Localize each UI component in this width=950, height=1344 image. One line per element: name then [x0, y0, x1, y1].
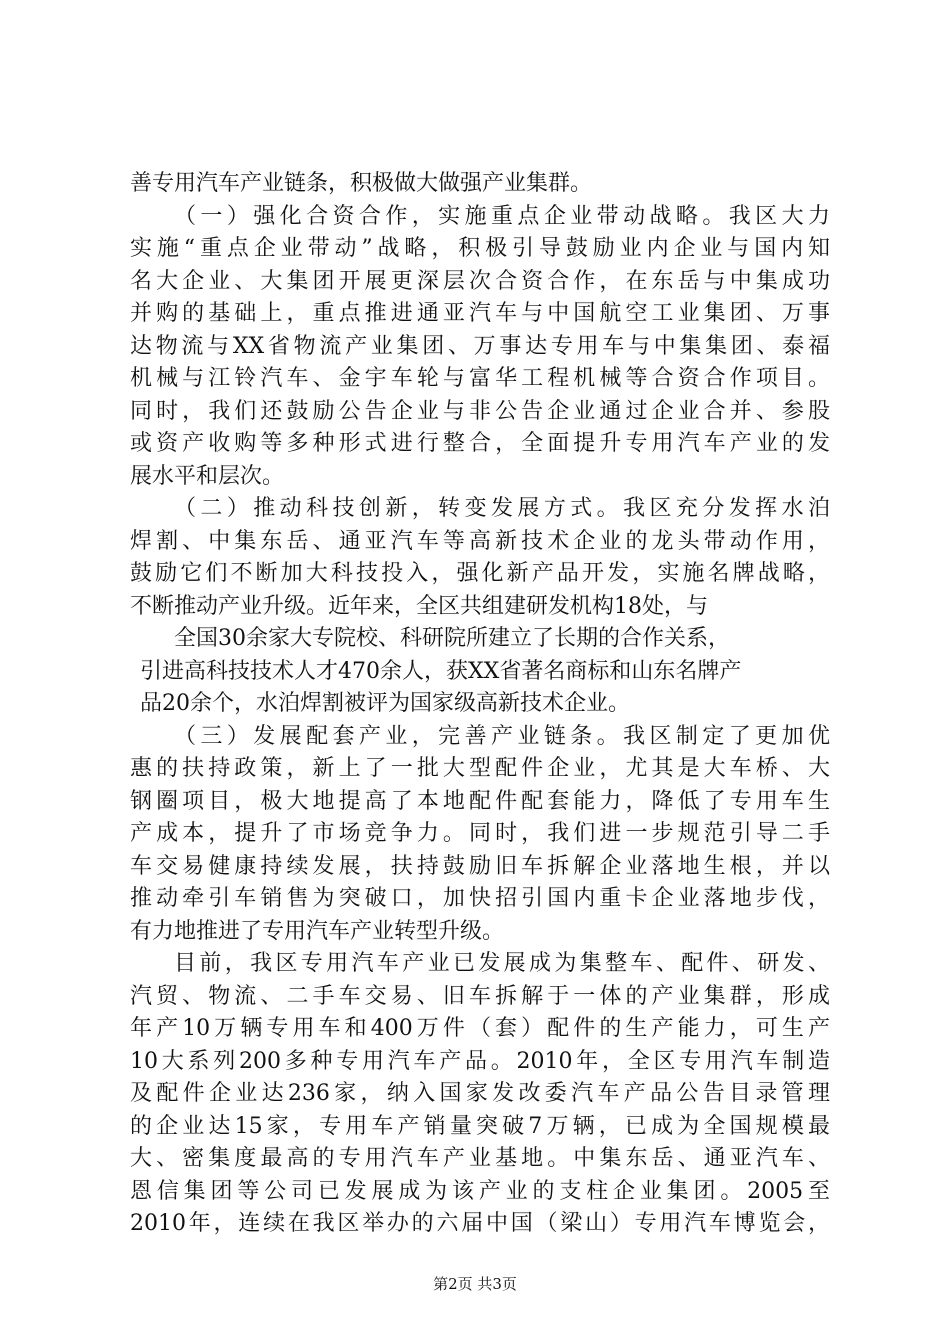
text-line: 焊割、中集东岳、通亚汽车等高新技术企业的龙头带动作用， [130, 528, 830, 554]
text-line: 品20余个，水泊焊割被评为国家级高新技术企业。 [140, 691, 630, 716]
text-line: 恩信集团等公司已发展成为该产业的支柱企业集团。2005至 [130, 1178, 830, 1204]
text-line: 展水平和层次。 [130, 463, 285, 489]
text-line: 年产10万辆专用车和400万件（套）配件的生产能力，可生产 [130, 1016, 830, 1041]
text-line: 全国30余家大专院校、科研院所建立了长期的合作关系， [174, 626, 730, 651]
text-line: （二）推动科技创新，转变发展方式。我区充分发挥水泊 [174, 496, 830, 521]
text-line: 2010年，连续在我区举办的六届中国（梁山）专用汽车博览会， [130, 1211, 830, 1236]
text-line: 钢圈项目，极大地提高了本地配件配套能力，降低了专用车生 [130, 788, 830, 814]
text-line: 并购的基础上，重点推进通亚汽车与中国航空工业集团、万事 [130, 301, 830, 326]
text-line: 或资产收购等多种形式进行整合，全面提升专用汽车产业的发 [130, 431, 830, 456]
text-line: 名大企业、大集团开展更深层次合资合作，在东岳与中集成功 [130, 268, 830, 294]
text-line: 产成本，提升了市场竞争力。同时，我们进一步规范引导二手 [130, 821, 830, 846]
text-line: 的企业达15家，专用车产销量突破7万辆，已成为全国规模最 [130, 1113, 830, 1139]
text-line: 善专用汽车产业链条，积极做大做强产业集群。 [130, 171, 593, 196]
text-line: 大、密集度最高的专用汽车产业基地。中集东岳、通亚汽车、 [130, 1146, 830, 1171]
text-line: 10大系列200多种专用汽车产品。2010年，全区专用汽车制造 [130, 1048, 830, 1074]
text-line: 引进高科技技术人才470余人，获XX省著名商标和山东名牌产 [140, 658, 742, 684]
text-line: 推动牵引车销售为突破口，加快招引国内重卡企业落地步伐， [130, 886, 830, 911]
text-line: 目前，我区专用汽车产业已发展成为集整车、配件、研发、 [174, 951, 830, 976]
text-line: 汽贸、物流、二手车交易、旧车拆解于一体的产业集群，形成 [130, 983, 830, 1009]
body-text [130, 168, 830, 1241]
text-line: 及配件企业达236家，纳入国家发改委汽车产品公告目录管理 [130, 1081, 830, 1106]
text-line: 不断推动产业升级。近年来，全区共组建研发机构18处，与 [130, 593, 708, 619]
text-line: 同时，我们还鼓励公告企业与非公告企业通过企业合并、参股 [130, 398, 830, 424]
page-footer: 第2页 共3页 [433, 1275, 517, 1293]
text-line: 惠的扶持政策，新上了一批大型配件企业，尤其是大车桥、大 [130, 756, 830, 781]
text-line: 鼓励它们不断加大科技投入，强化新产品开发，实施名牌战略， [130, 561, 830, 586]
text-line: 车交易健康持续发展，扶持鼓励旧车拆解企业落地生根，并以 [130, 853, 830, 879]
text-line: 机械与江铃汽车、金宇车轮与富华工程机械等合资合作项目。 [130, 366, 830, 391]
text-line: 有力地推进了专用汽车产业转型升级。 [130, 918, 505, 944]
text-line: 实施“重点企业带动”战略，积极引导鼓励业内企业与国内知 [130, 236, 830, 261]
text-line: （一）强化合资合作，实施重点企业带动战略。我区大力 [174, 203, 830, 229]
text-line: （三）发展配套产业，完善产业链条。我区制定了更加优 [174, 723, 830, 749]
text-line: 达物流与XX省物流产业集团、万事达专用车与中集集团、泰福 [130, 333, 830, 359]
